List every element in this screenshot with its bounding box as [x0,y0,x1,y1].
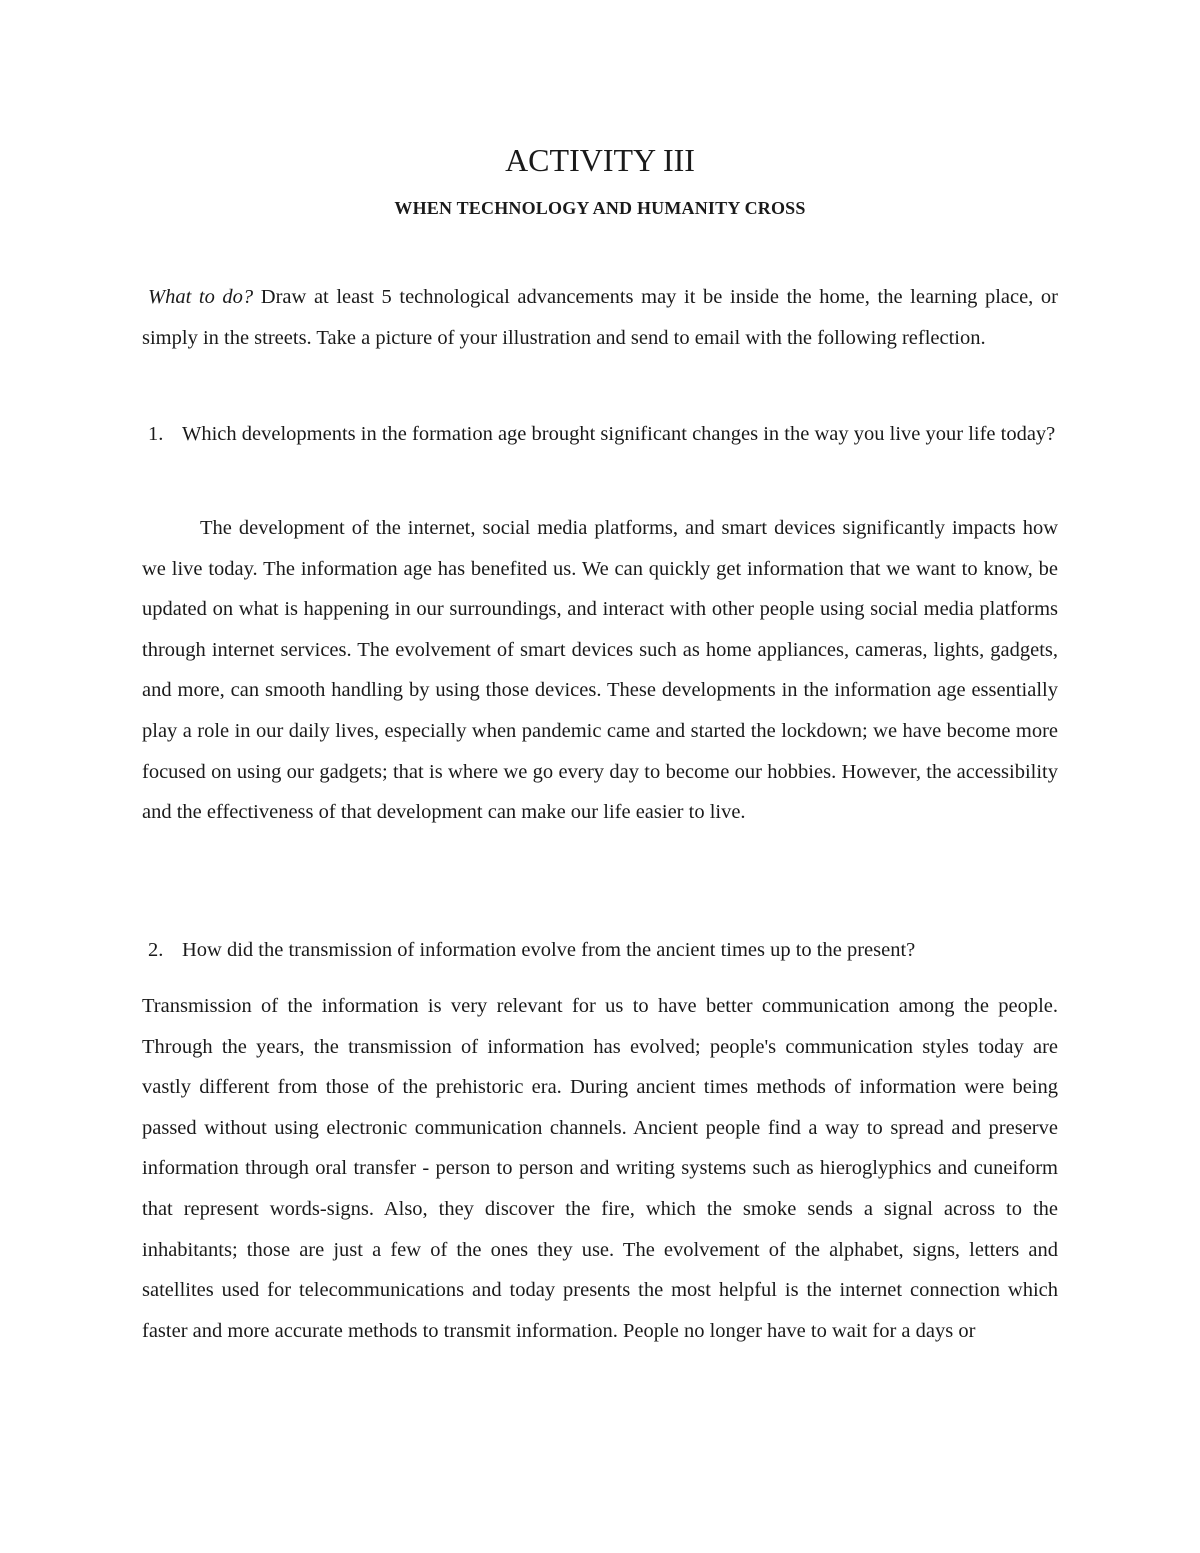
question-1-text: Which developments in the formation age brought significant changes in the way you live your life today? [182,423,1056,445]
instructions-text: Draw at least 5 technological advancements may it be inside the home, the learning place, or simply in the streets. Take a picture of your illustration and send to email with the following reflection. [142,286,1058,349]
answer-2-paragraph: Transmission of the information is very relevant for us to have better communication among the people. Through the years, the transmission of information has evolved; people's communication styles today are vastly different from those of the prehistoric era. During ancient times methods of information were being passed without using electronic communication channels. Ancient people find a way to spread and preserve information through oral transfer - person to person and writing systems such as hieroglyphics and cuneiform that represent words-signs. Also, they discover the fire, which the smoke sends a signal across to the inhabitants; those are just a few of the ones they use. The evolvement of the alphabet, signs, letters and satellites used for telecommunications and today presents the most helpful is the internet connection which faster and more accurate methods to transmit information. People no longer have to wait for a days or [142,995,1058,1342]
question-1-number: 1. [148,423,164,445]
instructions-paragraph [142,277,1058,358]
instructions-label: What to do? [148,286,254,308]
question-2-text: How did the transmission of information evolve from the ancient times up to the present? [182,939,916,961]
question-1 [142,414,1058,455]
question-2-number: 2. [148,939,164,961]
answer-1-paragraph: The development of the internet, social media platforms, and smart devices significantly impacts how we live today. The information age has benefited us. We can quickly get information that we want to know, be updated on what is happening in our surroundings, and interact with other people using social media platforms through internet services. The evolvement of smart devices such as home appliances, cameras, lights, gadgets, and more, can smooth handling by using those devices. These developments in the information age essentially play a role in our daily lives, especially when pandemic came and started the lockdown; we have become more focused on using our gadgets; that is where we go every day to become our hobbies. However, the accessibility and the effectiveness of that development can make our life easier to live. [142,517,1058,824]
question-2 [142,930,1058,971]
document-subtitle: WHEN TECHNOLOGY AND HUMANITY CROSS [394,198,806,218]
document-title: ACTIVITY III [505,142,695,178]
